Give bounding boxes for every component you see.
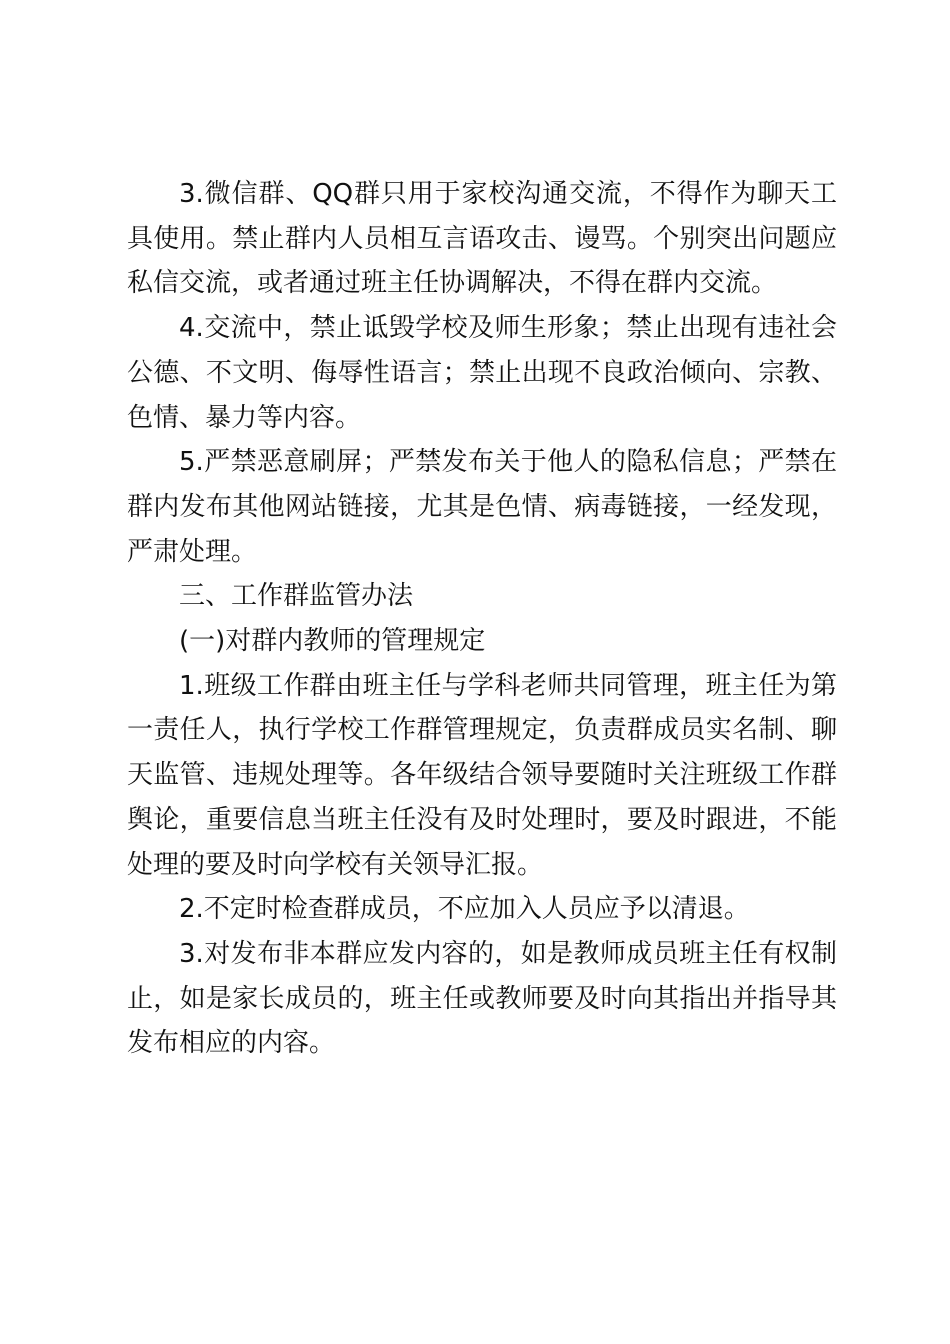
section-heading-supervision: 三、工作群监管办法 bbox=[179, 581, 414, 612]
paragraph-teacher-rule-3: 3.对发布非本群应发内容的，如是教师成员班主任有权制止，如是家长成员的，班主任或教师要及时向其指出并指导其发布相应的内容。 bbox=[127, 938, 837, 1059]
paragraph-rule-3-wechat-qq: 3.微信群、QQ群只用于家校沟通交流，不得作为聊天工具使用。禁止群内人员相互言语攻击、谩骂。个别突出问题应私信交流，或者通过班主任协调解决，不得在群内交流。 bbox=[127, 179, 837, 299]
paragraph-teacher-rule-1: 1.班级工作群由班主任与学科老师共同管理，班主任为第一责任人，执行学校工作群管理规定，负责群成员实名制、聊天监管、违规处理等。各年级结合领导要随时关注班级工作群舆论，重要信息当班主任没有及时处理时，要及时跟进，不能处理的要及时向学校有关领导汇报。 bbox=[127, 670, 837, 880]
subsection-heading-teachers: (一)对群内教师的管理规定 bbox=[179, 626, 486, 657]
paragraph-rule-4-communication: 4.交流中，禁止诋毁学校及师生形象；禁止出现有违社会公德、不文明、侮辱性语言；禁止出现不良政治倾向、宗教、色情、暴力等内容。 bbox=[127, 313, 837, 433]
paragraph-rule-5-spam: 5.严禁恶意刷屏；严禁发布关于他人的隐私信息；严禁在群内发布其他网站链接，尤其是色情、病毒链接，一经发现，严肃处理。 bbox=[127, 447, 837, 567]
document-body bbox=[127, 172, 837, 1066]
paragraph-teacher-rule-2: 2.不定时检查群成员，不应加入人员应予以清退。 bbox=[179, 894, 750, 925]
